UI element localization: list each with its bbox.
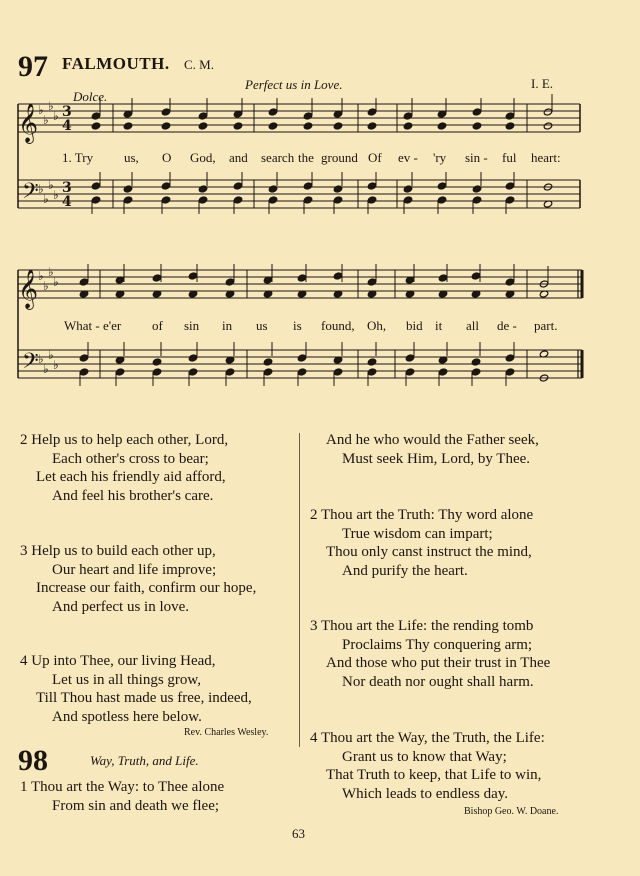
note-head	[263, 368, 272, 376]
note-head	[233, 122, 242, 130]
note-head	[471, 358, 480, 366]
svg-text:4: 4	[62, 194, 72, 210]
svg-text:♭: ♭	[43, 279, 49, 293]
note-head	[225, 278, 234, 286]
note-head	[268, 108, 277, 116]
note-head	[268, 122, 277, 130]
note-head	[367, 278, 376, 286]
svg-text:♭: ♭	[53, 188, 59, 202]
svg-text:♭: ♭	[53, 358, 59, 372]
svg-text:3: 3	[62, 180, 72, 196]
note-head	[79, 278, 88, 286]
note-head	[123, 185, 132, 193]
lyric-syllable: part.	[534, 318, 558, 333]
verse-2: 2 Help us to help each other, Lord, Each other's cross to bear; Let each his friendly aid afford, And feel his brother's care.	[20, 432, 229, 504]
note-head	[367, 182, 376, 190]
lyric-syllable: and	[229, 150, 248, 165]
lyric-syllable: 'ry	[433, 150, 447, 165]
note-head	[367, 368, 376, 376]
svg-text:♭: ♭	[38, 352, 44, 366]
note-head	[405, 368, 414, 376]
svg-text:♭: ♭	[43, 113, 49, 127]
verse-3: 3 Help us to build each other up, Our heart and life improve; Increase our faith, confirm our hope, And perfect us in love.	[20, 543, 257, 615]
note-head	[505, 278, 514, 286]
note-head	[123, 196, 132, 204]
lyric-syllable: de -	[497, 318, 517, 333]
hymn-98-title: Way, Truth, and Life.	[90, 753, 199, 768]
note-head	[268, 196, 277, 204]
note-head	[403, 196, 412, 204]
svg-text:♭: ♭	[48, 348, 54, 362]
note-head	[472, 196, 481, 204]
note-head	[367, 196, 376, 204]
lyric-syllable: of	[152, 318, 163, 333]
lyric-syllable: sin	[184, 318, 200, 333]
note-head	[438, 368, 447, 376]
note-head	[505, 196, 514, 204]
hymn-98-verse-4: 4 Thou art the Way, the Truth, the Life: Grant us to know that Way; That Truth to keep, that Life to win, Which leads to endless day.	[310, 730, 545, 802]
note-head	[188, 368, 197, 376]
lyric-syllable: ground	[321, 150, 358, 165]
lyric-syllable: all	[466, 318, 479, 333]
note-head	[91, 112, 100, 120]
note-head	[303, 182, 312, 190]
lyric-syllable: What - e'er	[64, 318, 122, 333]
lyric-syllable: ful	[502, 150, 517, 165]
note-head	[437, 196, 446, 204]
note-head	[472, 108, 481, 116]
note-head	[79, 354, 88, 362]
note-head	[505, 182, 514, 190]
lyric-syllable: us,	[124, 150, 139, 165]
lyric-syllable: ev -	[398, 150, 418, 165]
svg-text:𝄢: 𝄢	[22, 349, 39, 379]
lyric-syllable: is	[293, 318, 302, 333]
note-head	[505, 354, 514, 362]
note-head	[188, 272, 197, 280]
note-head	[123, 122, 132, 130]
note-head	[91, 122, 100, 130]
note-head	[437, 182, 446, 190]
note-head	[115, 368, 124, 376]
note-head	[198, 185, 207, 193]
note-head	[225, 368, 234, 376]
note-head	[333, 196, 342, 204]
hymn-98-verse-1: 1 Thou art the Way: to Thee alone From sin and death we flee;	[20, 779, 225, 814]
lyric-syllable: Of	[368, 150, 382, 165]
meter: C. M.	[184, 57, 214, 72]
lyric-syllable: O	[162, 150, 172, 165]
note-head	[198, 122, 207, 130]
lyric-syllable: Oh,	[367, 318, 387, 333]
lyric-syllable: sin -	[465, 150, 488, 165]
note-head	[297, 274, 306, 282]
hymn-number-98: 98	[18, 744, 48, 777]
lyric-syllable: God,	[190, 150, 216, 165]
note-head	[405, 354, 414, 362]
svg-text:♭: ♭	[48, 99, 54, 113]
svg-text:4: 4	[62, 118, 72, 134]
svg-text:♭: ♭	[38, 103, 44, 117]
note-head	[333, 368, 342, 376]
author-credit-98: Bishop Geo. W. Doane.	[464, 806, 559, 817]
note-head	[152, 368, 161, 376]
note-head	[268, 185, 277, 193]
svg-text:3: 3	[62, 104, 72, 120]
note-head	[333, 185, 342, 193]
lyric-syllable: heart:	[531, 150, 561, 165]
note-head	[297, 368, 306, 376]
svg-text:♭: ♭	[38, 269, 44, 283]
lyric-syllable: the	[298, 150, 314, 165]
note-head	[91, 196, 100, 204]
note-head	[161, 122, 170, 130]
note-head	[505, 368, 514, 376]
svg-text:♭: ♭	[43, 192, 49, 206]
note-head	[303, 122, 312, 130]
note-head	[188, 354, 197, 362]
hymn-title: Perfect us in Love.	[245, 77, 343, 92]
note-head	[543, 122, 552, 130]
svg-text:𝄞: 𝄞	[18, 269, 39, 309]
note-head	[367, 122, 376, 130]
note-head	[437, 122, 446, 130]
note-head	[403, 122, 412, 130]
svg-text:♭: ♭	[43, 362, 49, 376]
composer: I. E.	[531, 76, 554, 91]
note-head	[263, 358, 272, 366]
note-head	[472, 122, 481, 130]
hymn-98-verse-2: 2 Thou art the Truth: Thy word alone True wisdom can impart; Thou only canst instruct the mind, And purify the heart.	[310, 507, 534, 579]
note-head	[303, 196, 312, 204]
author-credit: Rev. Charles Wesley.	[184, 727, 269, 738]
note-head	[161, 108, 170, 116]
note-head	[505, 122, 514, 130]
dynamic-marking: Dolce.	[73, 89, 108, 104]
note-head	[91, 182, 100, 190]
column-divider	[299, 433, 300, 747]
note-head	[471, 368, 480, 376]
verse-4: 4 Up into Thee, our living Head, Let us in all things grow, Till Thou hast made us free, indeed, And spotless here below.	[20, 653, 252, 725]
lyric-syllable: it	[435, 318, 443, 333]
note-head	[198, 112, 207, 120]
svg-text:♭: ♭	[48, 265, 54, 279]
note-head	[297, 354, 306, 362]
page-number: 63	[292, 826, 305, 841]
lyric-syllable: search	[261, 150, 295, 165]
lyric-syllable: us	[256, 318, 268, 333]
note-head	[333, 272, 342, 280]
lyric-syllable: bid	[406, 318, 423, 333]
svg-text:♭: ♭	[53, 275, 59, 289]
note-head	[438, 274, 447, 282]
note-head	[161, 182, 170, 190]
note-head	[333, 122, 342, 130]
lyric-syllable: found,	[321, 318, 355, 333]
note-head	[367, 358, 376, 366]
note-head	[161, 196, 170, 204]
hymn-98-verse-1-continued: And he who would the Father seek, Must seek Him, Lord, by Thee.	[326, 432, 539, 467]
svg-text:𝄞: 𝄞	[18, 103, 39, 143]
note-head	[233, 196, 242, 204]
lyric-syllable: in	[222, 318, 233, 333]
note-head	[198, 196, 207, 204]
note-head	[403, 112, 412, 120]
note-head	[505, 112, 514, 120]
svg-text:𝄢: 𝄢	[22, 179, 39, 209]
note-head	[403, 185, 412, 193]
lyric-syllable: 1. Try	[62, 150, 94, 165]
note-head	[152, 358, 161, 366]
svg-text:♭: ♭	[38, 182, 44, 196]
svg-text:♭: ♭	[48, 178, 54, 192]
note-head	[79, 368, 88, 376]
note-head	[152, 274, 161, 282]
tune-name: FALMOUTH.	[62, 54, 170, 73]
note-head	[367, 108, 376, 116]
note-head	[543, 108, 552, 116]
hymn-number: 97	[18, 50, 48, 83]
note-head	[472, 185, 481, 193]
note-head	[471, 272, 480, 280]
svg-text:♭: ♭	[53, 109, 59, 123]
note-head	[233, 182, 242, 190]
hymn-98-verse-3: 3 Thou art the Life: the rending tomb Proclaims Thy conquering arm; And those who put their trust in Thee Nor death nor ought shall harm.	[310, 618, 551, 690]
note-head	[303, 112, 312, 120]
